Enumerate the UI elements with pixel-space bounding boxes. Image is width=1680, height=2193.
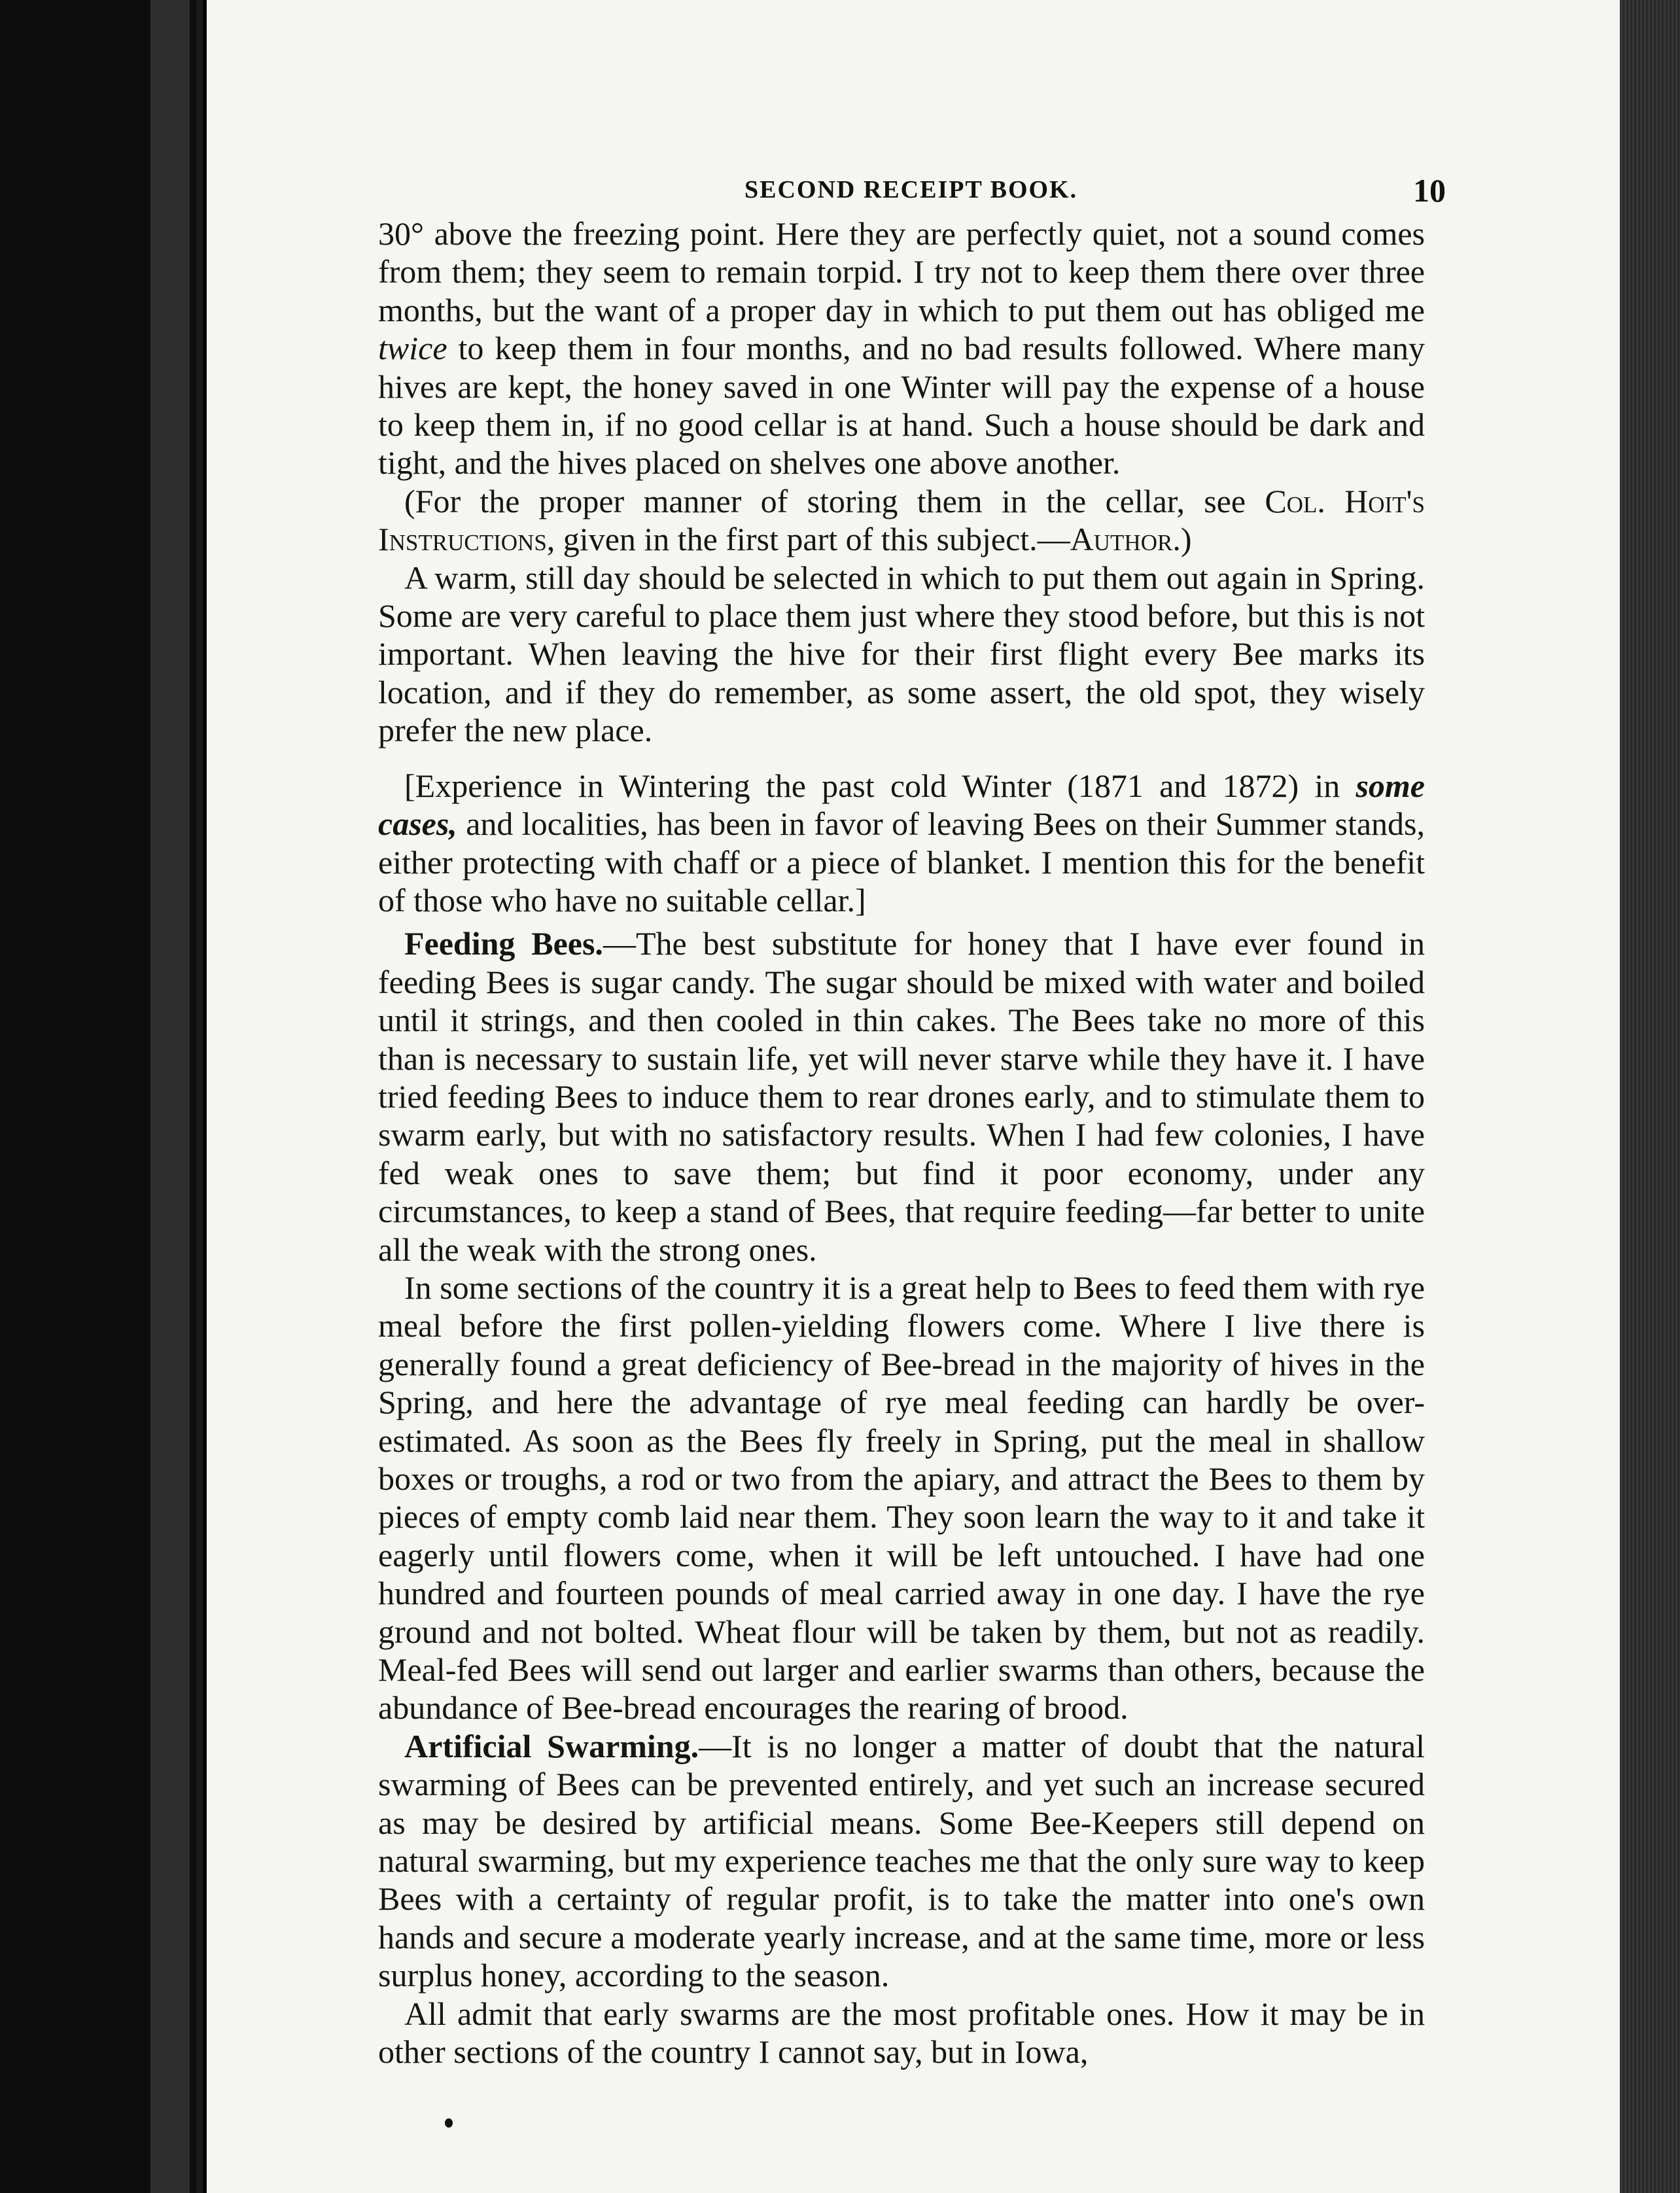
paragraph-artificial-swarming: Artificial Swarming.—It is no longer a matter of doubt that the natural swarming of Bees can be prevented entirely, and yet such an increase secured as may be desired by artificial means. Some Bee-Keepers still depend on natural swarming, but my experience teaches me that the only sure way to keep Bees with a certainty of regular profit, is to take the matter into one's own hands and secure a moderate yearly increase, and at the same time, more or less surplus honey, according to the season.	[378, 1727, 1425, 1994]
ink-speck	[445, 2118, 453, 2128]
paragraph-storing-note: (For the proper manner of storing them in the cellar, see Col. Hoit's Instructions, given in the first part of this subject.—Author.)	[378, 482, 1425, 558]
paragraph-early-swarms: All admit that early swarms are the most profitable ones. How it may be in other sections of the country I cannot say, but in Iowa,	[378, 1995, 1425, 2071]
section-heading-artificial-swarming: Artificial Swarming.	[404, 1727, 699, 1764]
paragraph-spring-release: A warm, still day should be selected in which to put them out again in Spring. Some are very careful to place them just where they stood before, but this is not important. When leaving the hive for their first flight every Bee marks its location, and if they do remember, as some assert, the old spot, they wisely prefer the new place.	[378, 559, 1425, 749]
scan-binding-strip	[150, 0, 190, 2193]
paragraph-wintering-cellar: 30° above the freezing point. Here they are perfectly quiet, not a sound comes from them; they seem to remain torpid. I try not to keep them there over three months, but the want of a proper day in which to put them out has obliged me twice to keep them in four months, and no bad results followed. Where many hives are kept, the honey saved in one Winter will pay the expense of a house to keep them in, if no good cellar is at hand. Such a house should be dark and tight, and the hives placed on shelves one above another.	[378, 215, 1425, 482]
paragraph-rye-meal: In some sections of the country it is a great help to Bees to feed them with rye meal before the first pollen-yielding flowers come. Where I live there is generally found a great deficiency of Bee-bread in the majority of hives in the Spring, and here the advantage of rye meal feeding can hardly be over-estimated. As soon as the Bees fly freely in Spring, put the meal in shallow boxes or troughs, a rod or two from the apiary, and attract the Bees to them by pieces of empty comb laid near them. They soon learn the way to it and take it eagerly until flowers come, when it will be left untouched. I have had one hundred and fourteen pounds of meal carried away in one day. I have the rye ground and not bolted. Wheat flour will be taken by them, but not as readily. Meal-fed Bees will send out larger and earlier swarms than others, because the abundance of Bee-bread encourages the rearing of brood.	[378, 1269, 1425, 1727]
section-heading-feeding-bees: Feeding Bees.	[404, 925, 603, 962]
running-title: SECOND RECEIPT BOOK.	[744, 176, 1078, 203]
page-stack-edge	[1616, 0, 1680, 2193]
page-number: 10	[1413, 172, 1446, 209]
page-body	[378, 215, 1425, 2071]
paragraph-feeding-bees: Feeding Bees.—The best substitute for honey that I have ever found in feeding Bees is sugar candy. The sugar should be mixed with water and boiled until it strings, and then cooled in thin cakes. The Bees take no more of this than is necessary to sustain life, yet will never starve while they have it. I have tried feeding Bees to induce them to rear drones early, and to stimulate them to swarm early, but with no satisfactory results. When I had few colonies, I have fed weak ones to save them; but find it poor economy, under any circumstances, to keep a stand of Bees, that require feeding—far better to unite all the weak with the strong ones.	[378, 925, 1425, 1268]
paragraph-experience-note: [Experience in Wintering the past cold Winter (1871 and 1872) in some cases, and localities, has been in favor of leaving Bees on their Summer stands, either protecting with chaff or a piece of blanket. I mention this for the benefit of those who have no suitable cellar.]	[378, 767, 1425, 919]
